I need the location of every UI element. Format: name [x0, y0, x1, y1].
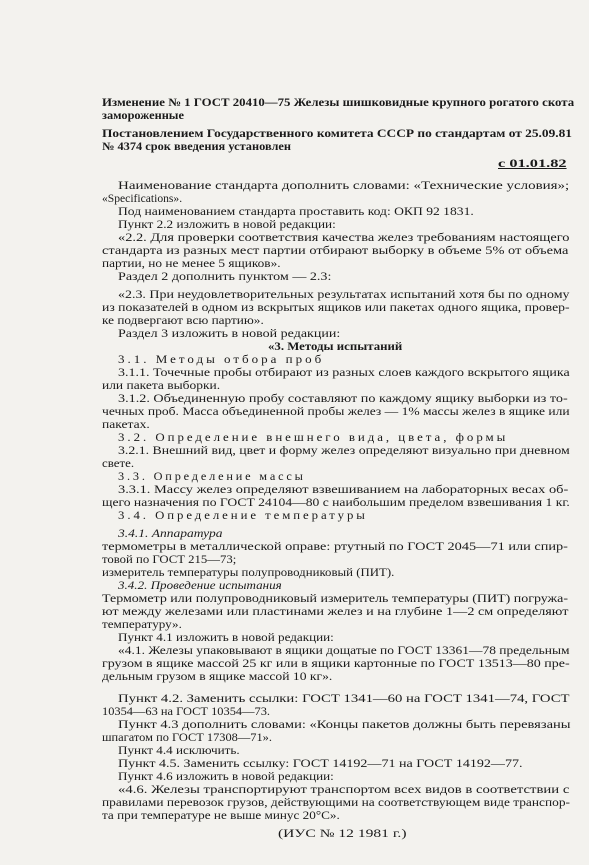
text-line: ке подвергают всю партию». — [102, 315, 264, 327]
text-line: или пакета выборки. — [102, 380, 221, 392]
text-line: Под наименованием стандарта проставить код: ОКП 92 1831. — [118, 206, 474, 218]
text-line: «Specifications». — [102, 193, 183, 205]
text-line: «3. Методы испытаний — [268, 341, 403, 353]
text-line: пакетах. — [102, 419, 150, 431]
text-line: 3.4.2. Проведение испытания — [118, 580, 282, 592]
text-line: «2.3. При неудовлетворительных результатах испытаний хотя бы по одному — [118, 289, 570, 301]
text-line: с 01.01.82 — [498, 158, 567, 170]
text-line: ют между железами или пластинами желез и на глубине 1—2 см определяют — [102, 606, 569, 618]
text-line: Пункт 4.3 дополнить словами: «Концы пакетов должны быть перевязаны — [118, 719, 571, 731]
text-line: свете. — [102, 458, 135, 470]
text-line: 3.3.1. Массу желез определяют взвешиванием на лабораторных весах об- — [118, 484, 569, 496]
text-line: 3.3. Определение массы — [118, 471, 306, 483]
text-line: № 4374 срок введения установлен — [102, 141, 291, 153]
text-line: измеритель температуры полупроводниковый (ПИТ). — [102, 567, 395, 579]
text-line: Раздел 2 дополнить пунктом — 2.3: — [118, 271, 332, 283]
text-line: 10354—63 на ГОСТ 10354—73. — [102, 706, 271, 718]
text-line: Постановлением Государственного комитета СССР по стандартам от 25.09.81 — [102, 128, 572, 140]
text-line: Пункт 4.5. Заменить ссылку: ГОСТ 14192—71 на ГОСТ 14192—77. — [118, 758, 523, 770]
text-line: 3.2. Определение внешнего вида, цвета, формы — [118, 432, 509, 444]
text-line: Пункт 4.4 исключить. — [118, 745, 240, 757]
text-line: «2.2. Для проверки соответствия качества желез требованиям настоящего — [118, 232, 570, 244]
text-line: замороженные — [102, 110, 184, 122]
text-line: термометры в металлической оправе: ртутный по ГОСТ 2045—71 или спир- — [102, 541, 568, 553]
text-line: та при температуре не выше минус 20°С». — [102, 810, 340, 822]
text-line: стандарта из разных мест партии отбирают выборку в объеме 5% от объема — [102, 245, 569, 257]
text-line: чечных проб. Масса объединенной пробы желез — 1% массы желез в ящике или — [102, 406, 570, 418]
text-line: 3.1.2. Объединенную пробу составляют по каждому ящику выборки из то- — [118, 393, 568, 405]
text-line: шпагатом по ГОСТ 17308—71». — [102, 732, 272, 744]
text-line: 3.2.1. Внешний вид, цвет и форму желез определяют визуально при дневном — [118, 445, 570, 457]
text-line: дельным грузом в ящике массой 10 кг». — [102, 671, 333, 683]
text-line: 3.4. Определение температуры — [118, 510, 368, 522]
text-line: (ИУС № 12 1981 г.) — [278, 828, 407, 840]
text-line: Раздел 3 изложить в новой редакции: — [118, 328, 341, 340]
text-line: «4.6. Железы транспортируют транспортом всех видов в соответствии с — [118, 784, 570, 796]
text-line: правилами перевозок грузов, действующими на соответствующем виде транспор- — [102, 797, 570, 809]
text-line: 3.1.1. Точечные пробы отбирают из разных слоев каждого вскрытого ящика — [118, 367, 570, 379]
text-line: Изменение № 1 ГОСТ 20410—75 Железы шишковидные крупного рогатого скота — [102, 97, 575, 109]
text-line: Пункт 4.6 изложить в новой редакции: — [118, 771, 334, 783]
text-line: товой по ГОСТ 215—73; — [102, 554, 237, 566]
text-line: Пункт 4.1 изложить в новой редакции: — [118, 632, 334, 644]
text-line: 3.1. Методы отбора проб — [118, 354, 325, 366]
text-line: щего назначения по ГОСТ 24104—80 с наибольшим пределом взвешивания 1 кг. — [102, 497, 570, 509]
text-line: грузом в ящике массой 25 кг или в ящики картонные по ГОСТ 13513—80 пре- — [102, 658, 570, 670]
text-line: Наименование стандарта дополнить словами: «Технические условия»; — [118, 180, 570, 192]
text-line: Термометр или полупроводниковый измеритель температуры (ПИТ) погружа- — [102, 593, 569, 605]
text-line: «4.1. Железы упаковывают в ящики дощатые по ГОСТ 13361—78 предельным — [118, 645, 570, 657]
text-line: из показателей в одном из вскрытых ящиков или пакетах одного ящика, провер- — [102, 302, 570, 314]
text-line: температуру». — [102, 619, 182, 631]
text-line: Пункт 2.2 изложить в новой редакции: — [118, 219, 336, 231]
text-line: 3.4.1. Аппаратура — [118, 528, 223, 540]
text-line: партии, но не менее 5 ящиков». — [102, 258, 281, 270]
text-line: Пункт 4.2. Заменить ссылки: ГОСТ 1341—60 на ГОСТ 1341—74, ГОСТ — [118, 693, 570, 705]
